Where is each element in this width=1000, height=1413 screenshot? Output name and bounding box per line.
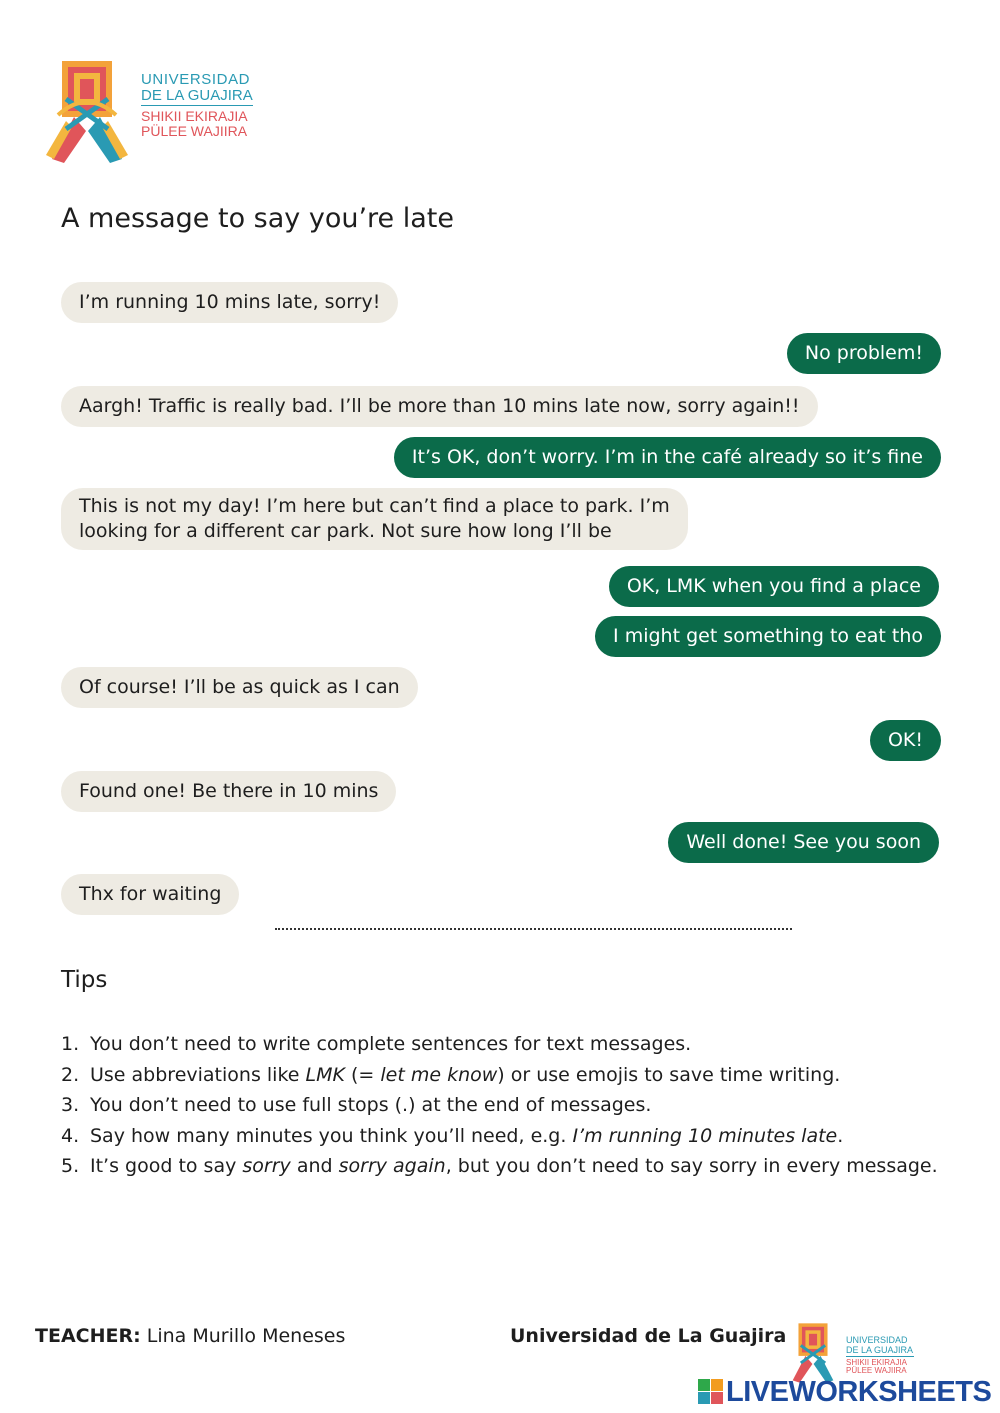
tip-number: 4. bbox=[61, 1124, 80, 1147]
tip-emphasis: LMK bbox=[305, 1063, 345, 1086]
tip-emphasis: let me know bbox=[380, 1063, 498, 1086]
tip-text: You don’t need to use full stops (.) at the end of messages. bbox=[90, 1094, 652, 1116]
logo-line-1: UNIVERSIDAD bbox=[141, 71, 251, 88]
tip-text: , but you don’t need to say sorry in every message. bbox=[445, 1155, 938, 1177]
tip-text: . bbox=[837, 1124, 844, 1147]
message-bubble-incoming: Found one! Be there in 10 mins bbox=[61, 771, 396, 812]
logo-line-4: PÜLEE WAJIIRA bbox=[141, 123, 248, 139]
tip-number: 5. bbox=[61, 1155, 80, 1177]
tip-item bbox=[61, 1060, 938, 1091]
teacher-credit bbox=[35, 1325, 345, 1347]
tip-item bbox=[61, 1090, 938, 1121]
message-bubble-incoming: Aargh! Traffic is really bad. I’ll be more than 10 mins late now, sorry again!! bbox=[61, 386, 818, 427]
message-bubble-outgoing: OK, LMK when you find a place bbox=[609, 566, 939, 607]
message-bubble-outgoing: No problem! bbox=[787, 333, 941, 374]
tip-number: 1. bbox=[61, 1033, 80, 1055]
message-bubble-outgoing: OK! bbox=[870, 720, 941, 761]
tips-list bbox=[61, 1029, 938, 1182]
tip-text: and bbox=[290, 1155, 339, 1177]
tip-text: It’s good to say bbox=[90, 1155, 243, 1177]
message-bubble-incoming: I’m running 10 mins late, sorry! bbox=[61, 282, 398, 323]
tip-text: You don’t need to write complete sentences for text messages. bbox=[90, 1033, 692, 1055]
tip-item bbox=[61, 1151, 938, 1182]
tip-emphasis: sorry bbox=[242, 1155, 291, 1177]
message-bubble-incoming: Thx for waiting bbox=[61, 874, 239, 915]
message-bubble-incoming: Of course! I’ll be as quick as I can bbox=[61, 667, 418, 708]
tip-emphasis: sorry again bbox=[338, 1155, 446, 1177]
message-bubble-outgoing: Well done! See you soon bbox=[668, 822, 939, 863]
message-bubble-incoming: This is not my day! I’m here but can’t find a place to park. I’m looking for a different car park. Not sure how long I’ll be bbox=[61, 488, 688, 550]
tip-text: (= bbox=[344, 1063, 381, 1086]
message-bubble-outgoing: It’s OK, don’t worry. I’m in the café already so it’s fine bbox=[394, 437, 941, 478]
tip-text: Use abbreviations like bbox=[90, 1063, 306, 1086]
tip-item bbox=[61, 1029, 938, 1060]
footer-logo-line-2: DE LA GUAJIRA bbox=[846, 1345, 914, 1355]
tip-text: Say how many minutes you think you’ll need, e.g. bbox=[90, 1124, 573, 1147]
teacher-label: TEACHER: bbox=[35, 1325, 141, 1347]
page-title: A message to say you’re late bbox=[61, 203, 454, 234]
liveworksheets-badge[interactable] bbox=[698, 1375, 991, 1409]
footer-logo-line-1: UNIVERSIDAD bbox=[846, 1335, 908, 1345]
tip-text: ) or use emojis to save time writing. bbox=[497, 1063, 841, 1086]
tip-item bbox=[61, 1121, 938, 1152]
liveworksheets-logo-icon bbox=[698, 1379, 724, 1405]
footer-logo-line-4: PÜLEE WAJIIRA bbox=[846, 1366, 907, 1375]
knot-emblem-icon bbox=[44, 59, 130, 165]
footer-logo-line-3: SHIKII EKIRAJIA bbox=[846, 1358, 907, 1367]
logo-line-3: SHIKII EKIRAJIA bbox=[141, 108, 248, 124]
logo-line-2: DE LA GUAJIRA bbox=[141, 87, 253, 104]
footer-university: Universidad de La Guajira bbox=[510, 1325, 787, 1347]
dotted-divider bbox=[275, 928, 792, 930]
tip-number: 3. bbox=[61, 1094, 80, 1116]
tips-heading: Tips bbox=[61, 967, 108, 993]
message-bubble-outgoing: I might get something to eat tho bbox=[595, 616, 941, 657]
tip-number: 2. bbox=[61, 1063, 80, 1086]
teacher-name: Lina Murillo Meneses bbox=[146, 1325, 346, 1347]
liveworksheets-wordmark: LIVEWORKSHEETS bbox=[726, 1375, 992, 1408]
tip-emphasis: I’m running 10 minutes late bbox=[572, 1124, 838, 1147]
university-logo bbox=[44, 59, 253, 169]
